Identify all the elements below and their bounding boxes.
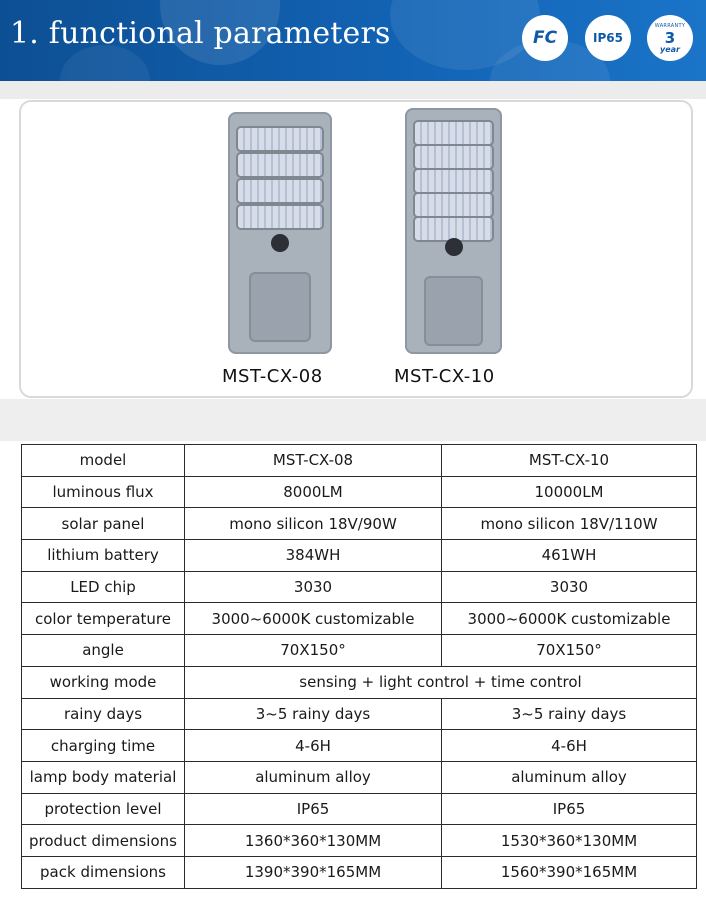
table-row [22,825,697,857]
led-module [415,170,493,192]
table-row [22,635,697,667]
led-module [415,146,493,168]
value-cell: 1530*360*130MM [442,825,697,857]
param-cell: product dimensions [22,825,185,857]
value-cell: 1390*390*165MM [185,856,442,888]
sensor-icon [445,238,463,256]
value-cell: 3~5 rainy days [185,698,442,730]
warranty-number: 3 [664,29,676,47]
param-cell: lithium battery [22,540,185,572]
table-row [22,730,697,762]
led-module [238,128,321,150]
sensor-icon [271,234,289,252]
value-cell: aluminum alloy [185,761,442,793]
param-cell: rainy days [22,698,185,730]
product-model-label: MST-CX-10 [394,366,495,387]
value-cell: 461WH [442,540,697,572]
param-cell: color temperature [22,603,185,635]
table-row [22,856,697,888]
led-module [415,194,493,216]
value-cell: 70X150° [442,635,697,667]
value-cell: aluminum alloy [442,761,697,793]
street-lamp-image-2 [405,108,502,354]
value-cell: 3~5 rainy days [442,698,697,730]
value-cell: 3000~6000K customizable [442,603,697,635]
value-cell: 4-6H [185,730,442,762]
table-row [22,603,697,635]
divider-band [0,81,706,99]
value-cell: 8000LM [185,476,442,508]
led-module [415,122,493,144]
value-cell: IP65 [442,793,697,825]
param-cell: model [22,445,185,477]
value-cell: 384WH [185,540,442,572]
mount-bracket [249,272,311,342]
value-cell: IP65 [185,793,442,825]
value-cell: 1360*360*130MM [185,825,442,857]
merged-value-cell: sensing + light control + time control [185,666,697,698]
table-row [22,445,697,477]
divider-band [0,399,706,441]
product-model-label: MST-CX-08 [222,366,323,387]
value-cell: MST-CX-10 [442,445,697,477]
table-row [22,508,697,540]
warranty-badge-icon [647,15,693,61]
table-row [22,793,697,825]
warranty-top-label: WARRANTY [654,23,686,29]
param-cell: working mode [22,666,185,698]
page-title: 1. functional parameters [10,16,391,51]
mount-bracket [424,276,482,346]
param-cell: protection level [22,793,185,825]
value-cell: mono silicon 18V/110W [442,508,697,540]
param-cell: LED chip [22,571,185,603]
value-cell: 1560*390*165MM [442,856,697,888]
value-cell: MST-CX-08 [185,445,442,477]
fc-cert-label: FC [532,28,558,48]
product-card [19,100,693,398]
header-banner [0,0,706,81]
ip65-cert-icon [585,15,631,61]
led-module [415,218,493,240]
table-row [22,571,697,603]
param-cell: lamp body material [22,761,185,793]
param-cell: charging time [22,730,185,762]
table-row [22,698,697,730]
param-cell: luminous flux [22,476,185,508]
led-module [238,180,321,202]
street-lamp-image-1 [228,112,332,354]
value-cell: 3000~6000K customizable [185,603,442,635]
value-cell: 70X150° [185,635,442,667]
param-cell: angle [22,635,185,667]
table-row [22,476,697,508]
fc-cert-icon [522,15,568,61]
param-cell: pack dimensions [22,856,185,888]
param-cell: solar panel [22,508,185,540]
led-module [238,206,321,228]
table-row [22,666,697,698]
table-row [22,761,697,793]
value-cell: 3030 [442,571,697,603]
value-cell: 4-6H [442,730,697,762]
value-cell: 3030 [185,571,442,603]
table-row [22,540,697,572]
value-cell: 10000LM [442,476,697,508]
ip65-cert-label: IP65 [593,31,623,45]
spec-table [21,444,697,889]
value-cell: mono silicon 18V/90W [185,508,442,540]
warranty-unit: year [660,45,680,54]
led-module [238,154,321,176]
